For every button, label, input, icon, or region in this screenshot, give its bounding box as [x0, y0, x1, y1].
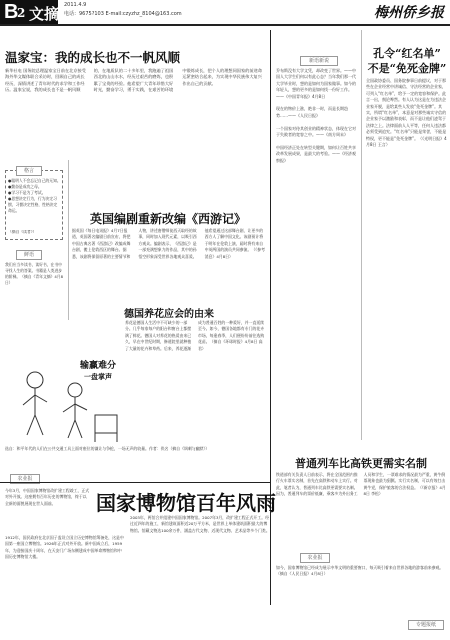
cartoon-subtitle: 一盘掌声	[84, 372, 112, 381]
masthead-page-number: 2	[17, 6, 26, 20]
fresh-words-tag: 鲜语	[16, 250, 42, 260]
quotes-body: ●聪明人不会忘记自己的无知。 ●勤奋是成功之母。 ●学习不是为了考试。 ●思想决定行为，行为决定习惯，习惯决定性格，性格决定命运。	[8, 178, 61, 213]
cartoon-caption: 选自：和平年代的人们在公共交通工具上面对座位的谦让与争抢，一场无声的较量。作者：佚名（摘自《讽刺与幽默》）	[5, 446, 210, 451]
quotes-tag: 格言	[16, 166, 42, 176]
new-words-tag: 新语新说	[300, 56, 338, 66]
masthead-info: 电话：9675?103 E-mail:czyzhz_8104@163.com	[64, 11, 182, 17]
right-col1-body: 乔布斯没有大学文凭，却改变了世界。——中国人大学生们何以有此心态？当年我们那一代大学毕业时，想的是如何为国家做事。如今的年轻人，想的更多的是如何找一份好工作。——《中国青年报》4月8日 现在的物价上涨，绝非一时，而是长期趋势……——《人民日报》 一个国家对待其创业的精神状态，体现在它对于失败者的宽容之中。——《南方周末》 中国经济正处在转型关键期，如何让百姓共享改革发展成果，是最大的考验。——《经济观察报》	[276, 68, 356, 163]
cartoon-image	[5, 320, 125, 445]
english-headline: 英国编剧重新改编《西游记》	[90, 212, 247, 226]
museum-headline: 国家博物馆百年风雨	[96, 491, 276, 515]
divider-right-column	[270, 30, 271, 605]
top-left-body: 新华社电 国务院总理温家宝日前在北京接受海外华文媒体联合采访时，回顾自己的成长经历，深情讲述了青年时代的求学和工作经历。温家宝说，我的成长也不是一帆风顺的，在地质队的二十多年里，我跑遍了祖国西北的山山水水，经历过艰苦的磨炼，也积累了宝贵的经验。他希望广大青年珍惜大好时光，勤奋学习，勇于实践，在艰苦的环境中锻炼成长，把个人的理想同国家的前途命运紧密结合起来，为实现中华民族伟大复兴作出自己的贡献。	[5, 68, 262, 93]
flowers-headline: 德国养花应会的由来	[124, 309, 214, 320]
museum-top-rule	[0, 482, 270, 483]
flowers-body: 养花是德国人生活中不可缺少的一部分。几乎每家每户的阳台和窗台上都摆满了鲜花。德国人对养花的热爱由来已久，早在中世纪时期，修道院里就种植了大量的花卉和草药。后来，养花逐渐成为普通百姓的一种爱好，并一直延续至今。如今，德国各地都有专门的花卉市场，每逢春季，人们便纷纷前往选购花苗。（摘自《环球时报》4月8日 高君）	[125, 320, 265, 351]
masthead-date: 2011.4.9	[64, 2, 87, 8]
museum-body-3: 如今，国家博物馆已经成为展示中华文明的重要窗口，每天吸引着来自世界各地的游客前来参观。（摘自《人民日报》4月8日）	[276, 565, 444, 577]
museum-body-1: 1912年，国民政府在北京国子监设立国立历史博物馆筹备处，这是中国第一座国立博物馆。1926年正式对外开放。新中国成立后，1959年，为迎接国庆十周年，在天安门广场东侧建成中国革命博物馆和中国历史博物馆大楼。	[5, 535, 124, 560]
museum-body-2: 2003年，两馆合并组建中国国家博物馆。2007年3月，改扩建工程正式开工。经过近四年的施工，新馆建筑面积近20万平方米，是世界上单体建筑面积最大的博物馆。馆藏文物达100余万件，涵盖古代文物、近现代文物、艺术品等多个门类。	[130, 515, 270, 533]
masthead-page-letter: B	[4, 1, 19, 23]
english-body: 据英国《每日电讯报》4月7日报道，英国著名编剧日前宣布，将把中国古典名著《西游记》改编成舞台剧，搬上伦敦西区的舞台。据悉，该剧将保留原著的主要情节和人物，讲述唐僧师徒西天取经的故事，同时加入现代元素，以吸引西方观众。编剧表示，《西游记》是一部充满想象力的作品，其中的孙悟空形象深受世界各地观众喜爱。他希望通过这部舞台剧，让更多的西方人了解中国文化。该剧预计将于明年在伦敦上演，届时将有来自中英两国的演员共同参演。（《参考消息》4月8日）	[72, 228, 265, 259]
masthead-section: 文摘	[29, 5, 60, 23]
train-headline: 普通列车比高铁更需实名制	[295, 457, 427, 470]
cartoon-title: 输赢难分	[80, 361, 117, 371]
museum-intro: 今年3月，中国国家博物馆改扩建工程竣工，正式对外开放。这座拥有百年历史的博物馆，终于以全新的面貌展现在世人面前。	[5, 488, 90, 506]
fresh-words-body: 我们应当多读书，读好书，在书中寻找人生的答案。书籍是人类进步的阶梯。（摘自《青年文摘》4月8日）	[5, 262, 63, 285]
footer-tag-middle: 农业报	[300, 553, 330, 563]
red-list-headline-1: 孔令“红名单”	[373, 47, 441, 60]
train-body: 铁道部有关负责人日前表示，将在全国范围内推行火车票实名制，首先在高铁和动车上实行。对此，笔者认为，普通列车比高铁更需要实名制。因为，普通列车的票价低廉，乘客多为外出务工人员和学生，一票难求的情况最为严重，黄牛倒票现象也最为猖獗。实行实名制，可以有效打击黄牛党，保护旅客的合法权益。（《新京报》4月8日 李松）	[276, 472, 446, 497]
right-col2-body: 全国政协委员、国务院参事日前提议，对于那些在企业经营中讲诚信、守法经营的企业家，可列入“红名单”，给予一定的宽容和保护。此言一出，舆论哗然。有人认为这是在为违法企业家开脱，是给某些人发放“免死金牌”。其实，所谓“红名单”，本意是对那些诚实守信的企业家予以激励和表彰，而不是让他们凌驾于法律之上。法律面前人人平等，任何人违法都必须受到追究。“红名单”只能是荣誉，不能是特权，更不能是“免死金牌”。（《光明日报》4月8日 王言）	[366, 78, 447, 148]
masthead-rule	[0, 24, 450, 26]
footer-tag-right: 专题报纸	[408, 620, 444, 630]
masthead-paper-name: 梅州侨乡报	[374, 5, 444, 21]
red-list-headline-2: 不是“免死金牌”	[367, 62, 447, 75]
quotes-source: （摘自《读者》）	[8, 230, 37, 234]
divider-right-inner	[361, 30, 362, 440]
top-left-headline: 温家宝：我的成长也不一帆风顺	[5, 50, 181, 65]
footer-tag-left: 农业报	[10, 474, 40, 484]
